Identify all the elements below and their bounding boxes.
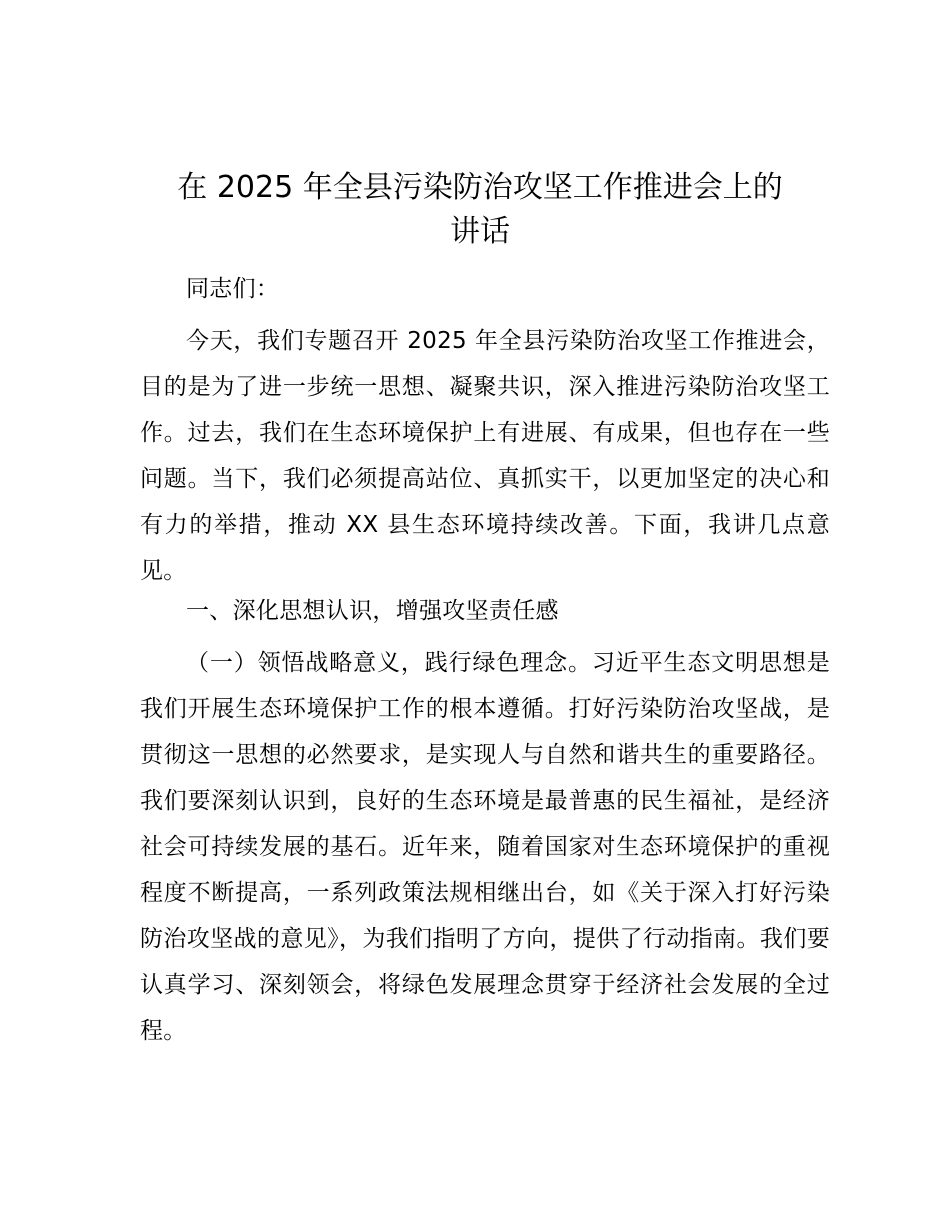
section-heading-1: 一、深化思想认识，增强攻坚责任感 xyxy=(186,598,559,624)
greeting: 同志们： xyxy=(186,276,280,302)
intro-paragraph: 今天，我们专题召开 2025 年全县污染防治攻坚工作推进会，目的是为了进一步统一思想、凝聚共识，深入推进污染防治攻坚工作。过去，我们在生态环境保护上有进展、有成果，但也存在一些问题。当下，我们必须提高站位、真抓实干，以更加坚定的决心和有力的举措，推动 XX 县生态环境持续改善。下面，我讲几点意见。 xyxy=(140,328,830,584)
title-line-1: 在 2025 年全县污染防治攻坚工作推进会上的 xyxy=(177,170,783,205)
section-1-1-paragraph: （一）领悟战略意义，践行绿色理念。习近平生态文明思想是我们开展生态环境保护工作的根本遵循。打好污染防治攻坚战，是贯彻这一思想的必然要求，是实现人与自然和谐共生的重要路径。我们要深刻认识到，良好的生态环境是最普惠的民生福祉，是经济社会可持续发展的基石。近年来，随着国家对生态环境保护的重视程度不断提高，一系列政策法规相继出台，如《关于深入打好污染防治攻坚战的意见》，为我们指明了方向，提供了行动指南。我们要认真学习、深刻领会，将绿色发展理念贯穿于经济社会发展的全过程。 xyxy=(140,650,830,1044)
document-title xyxy=(140,166,820,254)
title-line-2: 讲话 xyxy=(450,214,510,249)
